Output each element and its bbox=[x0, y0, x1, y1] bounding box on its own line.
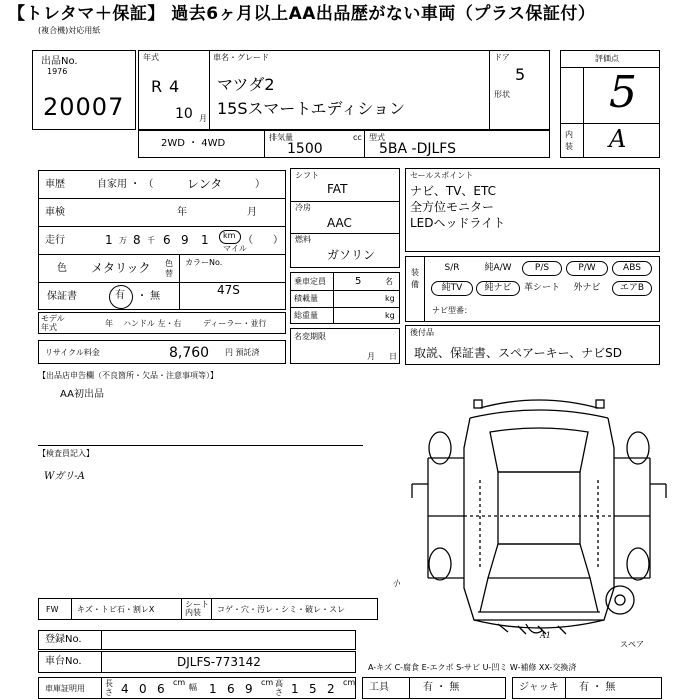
jack-value: 有 ・ 無 bbox=[579, 682, 616, 693]
lot-number: 20007 bbox=[43, 93, 125, 121]
model-year-year: 年 bbox=[105, 319, 113, 328]
model-name: マツダ2 bbox=[217, 75, 275, 94]
door-label: ドア bbox=[494, 53, 510, 62]
seat-label: シート内装 bbox=[185, 600, 209, 617]
history-options: 自家用 ・ （ bbox=[97, 179, 154, 190]
displacement-value: 1500 bbox=[287, 141, 323, 157]
seller-report-label: 【出品店申告欄（不良箇所・欠品・注意事項等）】 bbox=[38, 371, 218, 380]
fuel-value: ガソリン bbox=[327, 248, 376, 262]
fw-label: FW bbox=[46, 605, 59, 614]
lot-box bbox=[32, 50, 136, 130]
jack-label: ジャッキ bbox=[519, 682, 559, 693]
equip-navi: 純ナビ bbox=[476, 281, 520, 296]
car-diagram bbox=[408, 388, 670, 648]
history-value: レンタ bbox=[187, 177, 223, 191]
diagram-note-2: A1 bbox=[540, 631, 551, 640]
banner-title: 【トレタマ＋保証】 過去6ヶ月以上AA出品歴がない車両（プラス保証付） bbox=[8, 4, 596, 24]
interior-value: A bbox=[609, 125, 627, 153]
score-value: 5 bbox=[609, 67, 637, 118]
height-unit: cm bbox=[343, 678, 356, 687]
diagram-note-1: 小 bbox=[392, 579, 400, 588]
length-d2: 0 bbox=[139, 682, 147, 696]
fuel-label: 燃料 bbox=[295, 235, 311, 244]
seller-report-value: AA初出品 bbox=[60, 389, 104, 400]
height-label: 高さ bbox=[275, 679, 283, 697]
aircon-label: 冷房 bbox=[295, 203, 311, 212]
door-value: 5 bbox=[515, 65, 526, 84]
selling-line-2: 全方位モニター bbox=[410, 200, 495, 214]
length-label: 長さ bbox=[105, 679, 113, 697]
length-unit: cm bbox=[173, 678, 186, 687]
equip-leather: 革シート bbox=[523, 283, 560, 293]
model-year-dealer: ディーラー・並行 bbox=[203, 319, 267, 328]
tools-row bbox=[362, 677, 506, 699]
mileage-u1: 万 bbox=[119, 236, 127, 245]
height-d2: 5 bbox=[309, 682, 317, 696]
registration-label: 登録No. bbox=[45, 634, 82, 645]
tools-value: 有 ・ 無 bbox=[423, 682, 460, 693]
dimensions-row bbox=[38, 677, 356, 699]
equip-pw: P/W bbox=[566, 261, 608, 276]
drive-text: 2WD ・ 4WD bbox=[161, 138, 226, 149]
load-label: 積載量 bbox=[294, 294, 318, 303]
weight-unit: kg bbox=[385, 311, 395, 320]
equip-ext-navi: 外ナビ bbox=[573, 283, 601, 293]
recycle-row bbox=[38, 340, 286, 364]
width-d1: 1 bbox=[209, 682, 217, 696]
model-year-row bbox=[38, 312, 286, 334]
equip-sr: S/R bbox=[444, 263, 460, 273]
type-value: 5BA -DJLFS bbox=[379, 141, 456, 157]
registration-row bbox=[38, 630, 356, 650]
load-unit: kg bbox=[385, 294, 395, 303]
mileage-d1: 1 bbox=[105, 233, 113, 247]
expiry-label: 名変期限 bbox=[294, 332, 326, 341]
weight-label: 総重量 bbox=[294, 311, 318, 320]
accessories-value: 取説、保証書、スペアーキー、ナビSD bbox=[414, 346, 623, 360]
mileage-d4: 9 bbox=[181, 233, 189, 247]
equip-ps: P/S bbox=[522, 261, 562, 276]
year-era: R bbox=[151, 77, 163, 96]
mileage-unit2: マイル bbox=[223, 244, 247, 253]
mileage-label: 走行 bbox=[45, 235, 65, 246]
height-d1: 1 bbox=[291, 682, 299, 696]
capacity-unit: 名 bbox=[385, 277, 393, 286]
spec-row bbox=[138, 130, 550, 158]
color-no-value: 47S bbox=[217, 283, 240, 297]
displacement-label: 排気量 bbox=[269, 133, 293, 142]
warranty-label: 保証書 bbox=[47, 291, 77, 302]
model-grade: 15Sスマートエディション bbox=[217, 99, 405, 118]
selling-line-1: ナビ、TV、ETC bbox=[410, 184, 497, 198]
inspection-month: 月 bbox=[247, 207, 257, 218]
color-no-label: カラーNo. bbox=[185, 258, 223, 267]
certificate-label: 車庫証明用 bbox=[45, 684, 85, 693]
inspection-year: 年 bbox=[177, 207, 187, 218]
capacity-box bbox=[290, 272, 400, 324]
displacement-unit: cc bbox=[353, 133, 362, 142]
expiry-month: 月 bbox=[367, 352, 375, 361]
lot-label: 出品No. bbox=[41, 56, 78, 67]
aircon-value: AAC bbox=[327, 216, 352, 230]
history-close: ） bbox=[255, 179, 265, 190]
expiry-box bbox=[290, 328, 400, 364]
mileage-unit: km bbox=[223, 231, 236, 240]
equip-abs: ABS bbox=[612, 261, 652, 276]
equip-airbag: エアB bbox=[612, 281, 652, 296]
mileage-d3: 6 bbox=[163, 233, 171, 247]
length-d3: 6 bbox=[157, 682, 165, 696]
shape-label: 形状 bbox=[494, 90, 510, 99]
shift-label: シフト bbox=[295, 171, 319, 180]
type-label: 型式 bbox=[369, 133, 385, 142]
accessories-label: 後付品 bbox=[410, 328, 434, 337]
color-value: メタリック bbox=[91, 261, 151, 275]
inspection-label: 車検 bbox=[45, 207, 65, 218]
score-label: 評価点 bbox=[595, 54, 619, 63]
mileage-paren: （ ） bbox=[243, 235, 283, 246]
length-d1: 4 bbox=[121, 682, 129, 696]
mileage-d2: 8 bbox=[133, 233, 141, 247]
inspector-label: 【検査員記入】 bbox=[38, 449, 94, 458]
chassis-value: DJLFS-773142 bbox=[177, 655, 261, 669]
equipment-label: 装備 bbox=[411, 268, 419, 289]
width-label: 幅 bbox=[189, 683, 197, 692]
width-unit: cm bbox=[261, 678, 274, 687]
year-label: 年式 bbox=[143, 53, 159, 62]
year-month-unit: 月 bbox=[199, 114, 207, 123]
damage-strip bbox=[38, 598, 378, 620]
model-year-handle: ハンドル 左・右 bbox=[123, 319, 182, 328]
history-table bbox=[38, 170, 286, 310]
spare-label: スペア bbox=[620, 640, 644, 649]
model-year-label: モデル年式 bbox=[41, 314, 65, 332]
lot-sub: 1976 bbox=[47, 67, 68, 76]
capacity-value: 5 bbox=[355, 276, 362, 287]
warranty-yes: 有 bbox=[115, 290, 125, 301]
model-label: 車名・グレード bbox=[213, 53, 269, 62]
drivetrain-box bbox=[290, 168, 400, 268]
capacity-label: 乗車定員 bbox=[294, 277, 326, 286]
recycle-label: リサイクル料金 bbox=[45, 348, 100, 357]
vehicle-box bbox=[138, 50, 550, 130]
width-d3: 9 bbox=[245, 682, 253, 696]
selling-line-3: LEDヘッドライト bbox=[410, 216, 506, 230]
equip-tv: 純TV bbox=[431, 281, 473, 296]
inspector-value: Wガリ-A bbox=[44, 471, 85, 482]
interior-label: 内装 bbox=[565, 130, 573, 151]
seat-value: コゲ・穴・汚レ・シミ・破レ・スレ bbox=[217, 605, 345, 614]
navi-model-label: ナビ型番： bbox=[432, 306, 472, 315]
expiry-day: 日 bbox=[389, 352, 397, 361]
form-subtitle: (複合機)対応用紙 bbox=[38, 26, 101, 35]
selling-label: セールスポイント bbox=[410, 171, 474, 180]
year-month: 10 bbox=[175, 106, 193, 122]
color-change-label: 色替 bbox=[165, 259, 173, 278]
equipment-box bbox=[405, 256, 660, 322]
mileage-u2: 千 bbox=[147, 236, 155, 245]
selling-points-box bbox=[405, 168, 660, 252]
history-label: 車歴 bbox=[45, 179, 65, 190]
score-box bbox=[560, 50, 660, 158]
equip-alloy: 純A/W bbox=[484, 263, 512, 273]
damage-legend: A-キズ C-腐食 E-エクボ S-サビ U-凹ミ W-補修 XX-交換済 bbox=[368, 663, 577, 672]
warranty-no: ・ 無 bbox=[137, 291, 161, 302]
recycle-unit: 円 預託済 bbox=[225, 348, 260, 357]
chassis-row bbox=[38, 651, 356, 673]
mileage-d5: 1 bbox=[201, 233, 209, 247]
accessories-box bbox=[405, 325, 660, 365]
width-d2: 6 bbox=[227, 682, 235, 696]
color-label: 色 bbox=[57, 263, 67, 274]
tools-label: 工具 bbox=[369, 682, 389, 693]
chassis-label: 車台No. bbox=[45, 656, 82, 667]
fw-value: キズ・トビ石・割レX bbox=[77, 605, 155, 614]
jack-row bbox=[512, 677, 662, 699]
shift-value: FAT bbox=[327, 182, 348, 196]
recycle-value: 8,760 bbox=[169, 345, 210, 361]
year-num: 4 bbox=[169, 77, 180, 96]
height-d3: 2 bbox=[327, 682, 335, 696]
